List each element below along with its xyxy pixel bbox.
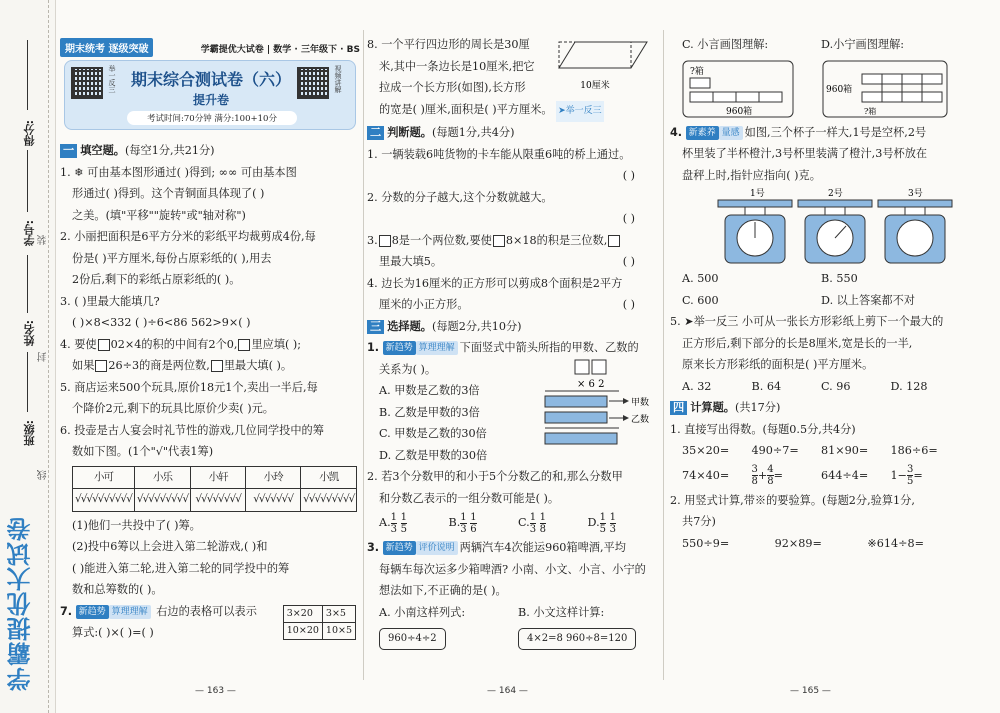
scale-neck <box>905 207 925 215</box>
q2-line-b: 份是( )平方厘米,每份占原彩纸的( ),用去 <box>72 251 272 265</box>
scale-plate <box>718 200 792 207</box>
judge-1-paren[interactable]: ( ) <box>622 169 635 182</box>
tick-mid: 封 <box>38 352 49 362</box>
denominator: 5 <box>400 523 407 535</box>
q7-cell: 10×20 <box>283 622 322 639</box>
denominator: 3 <box>390 523 398 535</box>
denominator: 8 <box>751 476 758 487</box>
column-2 <box>367 34 657 650</box>
q7-cell: 10×5 <box>322 622 355 639</box>
c3-figures <box>670 56 960 122</box>
c4-line-b: 杯里装了半杯橙汁,3号杯里装满了橙汁,3号杯放在 <box>682 147 928 160</box>
c3-box-b: 4×2=8 960÷8=120 <box>518 628 636 650</box>
choice-1-b: 关系为( )。 <box>379 362 437 376</box>
scale-3 <box>878 188 952 263</box>
q4-b-end: 里最大填( )。 <box>223 359 293 372</box>
c1-option[interactable]: C. 甲数是乙数的30倍 <box>379 427 487 440</box>
blank-box[interactable] <box>98 339 110 351</box>
scale-plate <box>798 200 872 207</box>
arrow-head <box>623 415 629 421</box>
section-1-title: 填空题。 <box>80 144 125 157</box>
q7-tag2: 算理理解 <box>109 605 151 619</box>
c3-option-a[interactable]: A. 小南这样列式: <box>379 605 466 619</box>
section-4-score: (共17分) <box>734 401 781 414</box>
q6-line-c: (1)他们一共投中了( )筹。 <box>72 518 201 532</box>
sum-bar <box>545 433 617 444</box>
denominator: 5 <box>907 476 914 487</box>
c1-tag: 新趋势 <box>383 341 416 355</box>
calc-item-frac: 1− $\frac{3}{5}$ = <box>890 464 923 487</box>
numerator: 1 <box>460 511 467 523</box>
judge-1: 1. 一辆装载6吨货物的卡车能从限重6吨的桥上通过。 <box>367 147 631 161</box>
fig-c-top: ?箱 <box>690 66 704 77</box>
tally-marks: √√√√√√√√√ <box>134 489 190 512</box>
calc-item: 92×89= <box>774 536 822 550</box>
tally-header: 小凯 <box>301 466 357 489</box>
choice-3-options-ab <box>367 602 657 624</box>
judge-4-paren[interactable]: ( ) <box>622 298 635 311</box>
numerator: 1 <box>529 511 537 523</box>
section-1-num: 一 <box>60 144 77 158</box>
judge-2: 2. 分数的分子越大,这个分数就越大。 <box>367 190 553 204</box>
numerator: 1 <box>400 511 407 523</box>
q5-line-b: 个降价2元,剩下的玩具比原价少卖( )元。 <box>72 402 274 415</box>
j3-c: 8×18的积是三位数, <box>505 233 608 247</box>
blank-box[interactable] <box>493 235 505 247</box>
opt-letter: B. <box>448 516 461 529</box>
numerator: 1 <box>539 511 547 523</box>
calc-item: 490÷7= <box>751 444 799 457</box>
c4-option[interactable]: B. 550 <box>821 272 858 285</box>
jia-bar <box>545 396 607 407</box>
numerator: 1 <box>470 511 477 523</box>
header-badge: 期末统考 逐级突破 <box>60 38 153 57</box>
c4-options-row1 <box>670 268 960 290</box>
c5-line-c: 原来长方形彩纸的面积是( )平方厘米。 <box>682 358 874 371</box>
denominator: 3 <box>460 523 467 535</box>
section-1-score: (每空1分,共21分) <box>124 144 215 157</box>
q6-line-e: ( )能进入第二轮,进入第二轮的同学投中的筹 <box>72 561 290 575</box>
denominator: 3 <box>609 523 616 535</box>
c3-option-b[interactable]: B. 小文这样计算: <box>518 605 605 619</box>
c5-line-b: 正方形后,剩下部分的长是8厘米,宽是长的一半, <box>682 336 913 350</box>
tally-header: 小可 <box>73 466 135 489</box>
fig-d-left: 960箱 <box>826 84 853 95</box>
blank-box[interactable] <box>238 339 250 351</box>
fraction <box>391 512 397 535</box>
vertical-mult-figure <box>537 358 655 466</box>
judge-4-b <box>367 294 657 316</box>
c3-box-a: 960÷4÷2 <box>379 628 446 650</box>
j3-a: 3. <box>367 233 378 247</box>
scales-svg <box>670 186 960 268</box>
fraction <box>530 512 536 535</box>
tally-table <box>72 466 357 512</box>
exam-header <box>60 38 360 134</box>
blank-box[interactable] <box>379 235 391 247</box>
scale-dial <box>897 220 933 256</box>
column-3 <box>670 34 960 554</box>
judge-4-a: 4. 边长为16厘米的正方形可以剪成8个面积是2平方 <box>367 276 623 290</box>
qr-left-caption: 举一反三 <box>108 65 116 93</box>
q7-text: 右边的表格可以表示 <box>156 604 257 618</box>
c4-line-a <box>670 122 960 144</box>
blank-box[interactable] <box>95 360 107 372</box>
section-1-header <box>60 140 360 162</box>
id-label: 学号: <box>23 220 36 247</box>
column-divider-1 <box>363 30 364 680</box>
class-line <box>27 352 28 412</box>
section-4-num: 四 <box>670 401 687 415</box>
class-label: 班级: <box>23 420 36 447</box>
c5-line-a: 5. ➤举一反三 小可从一张长方形彩纸上剪下一个最大的 <box>670 315 944 328</box>
arrow-head <box>623 398 629 404</box>
yi-bar <box>545 412 607 423</box>
q4-a-post: 02×4的积的中间有2个0, <box>110 337 238 351</box>
fold-line <box>48 0 49 713</box>
fig-c-bottom: 960箱 <box>726 106 753 117</box>
q4-a-pre: 4. 要使 <box>60 337 97 351</box>
rectangle-shape <box>559 42 631 68</box>
tick-bot: 线 <box>38 470 49 480</box>
j3-b: 8是一个两位数,要使 <box>391 233 492 247</box>
c3-option-d[interactable]: D.小宁画图理解: <box>821 38 905 51</box>
score-line <box>27 40 28 110</box>
fraction <box>907 464 913 487</box>
q4-b-post: 26÷3的商是两位数, <box>108 359 210 372</box>
choice-2-b: 和分数乙表示的一组分数可能是( )。 <box>379 491 560 505</box>
c4-option[interactable]: D. 以上答案都不对 <box>821 293 915 307</box>
c5-options <box>670 376 960 398</box>
tally-header: 小轩 <box>191 466 246 489</box>
q4-b-pre: 如果 <box>72 359 95 372</box>
k1-row2 <box>670 462 960 490</box>
fraction <box>540 512 546 535</box>
denominator: 8 <box>539 523 547 535</box>
c1-option[interactable]: B. 乙数是甲数的3倍 <box>379 405 480 419</box>
qr-right-caption: 视频讲解 <box>334 65 342 93</box>
c2-option[interactable] <box>379 509 449 537</box>
judge-3-b <box>367 251 657 273</box>
calc-item: 550÷9= <box>682 536 730 550</box>
column-1 <box>60 140 360 644</box>
scale-label: 3号 <box>908 189 923 199</box>
denominator: 6 <box>470 523 477 535</box>
c1-option[interactable]: A. 甲数是乙数的3倍 <box>379 384 480 397</box>
j3-d: 里最大填5。 <box>379 255 443 268</box>
numerator: 1 <box>609 511 616 523</box>
c1-tag2: 算理理解 <box>416 341 458 355</box>
k2-title-a: 2. 用竖式计算,带※的要验算。(每题2分,验算1分, <box>670 493 915 507</box>
choice-2-options <box>367 509 657 537</box>
tally-marks: √√√√√√√√ <box>191 489 246 512</box>
section-3-header <box>367 316 657 338</box>
calc-item: 81×90= <box>821 444 869 457</box>
q2-line-c: 2份后,剩下的彩纸占原彩纸的( )。 <box>72 273 241 286</box>
denominator: 8 <box>767 476 774 487</box>
qr-code-right-icon[interactable] <box>297 67 329 99</box>
choice-3-boxes <box>367 627 657 650</box>
q8-line-b: 米,其中一条边长是10厘米,把它 <box>379 59 535 73</box>
fig-d-q: ?箱 <box>864 106 877 116</box>
q1-line-b: 形通过( )得到。这个青铜面具体现了( ) <box>72 187 265 200</box>
judge-3 <box>367 230 657 252</box>
judge-2-paren[interactable]: ( ) <box>622 212 635 225</box>
choice-1-a <box>367 337 657 359</box>
fraction <box>460 512 466 535</box>
section-2-title: 判断题。 <box>387 126 432 139</box>
c5-option[interactable]: C. 96 <box>821 379 851 393</box>
q7-cell: 3×5 <box>322 605 355 622</box>
scales-figure <box>670 186 960 268</box>
c4-num: 4. <box>670 125 683 139</box>
section-2-score: (每题1分,共4分) <box>431 126 515 139</box>
name-label: 姓名: <box>23 320 36 347</box>
q8-link[interactable]: ➤举一反三 <box>556 101 604 123</box>
calc-item: 186÷6= <box>890 444 938 457</box>
section-3-num: 三 <box>367 320 384 334</box>
fraction <box>767 464 773 487</box>
scale-neck <box>745 207 765 215</box>
fraction <box>610 512 616 535</box>
q7-line-b: 算式:( )×( )=( ) <box>72 626 154 639</box>
choice-2-a: 2. 若3个分数甲的和小于5个分数乙的和,那么分数甲 <box>367 470 623 483</box>
scale-label: 1号 <box>750 189 765 199</box>
header-meta: 学霸提优大试卷 | 数学 · 三年级下 · BS <box>200 45 360 55</box>
scale-neck <box>825 207 845 215</box>
c2-option[interactable] <box>518 509 588 537</box>
k1-title: 1. 直接写出得数。(每题0.5分,共4分) <box>670 422 856 436</box>
whole-number: 1 <box>890 468 898 482</box>
numerator: 1 <box>599 511 607 523</box>
exam-title: 期末综合测试卷（六） <box>130 70 291 89</box>
name-line <box>27 255 28 313</box>
fraction <box>600 512 606 535</box>
opt-letter: D. <box>587 516 600 529</box>
c1-text: 下面竖式中箭头所指的甲数、乙数的 <box>459 341 639 354</box>
scale-1 <box>718 188 792 263</box>
q6-line-a: 6. 投壶是古人宴会时礼节性的游戏,几位同学投中的筹 <box>60 423 324 437</box>
c2-option[interactable] <box>449 509 519 537</box>
tally-marks-row <box>73 489 357 512</box>
blank-box[interactable] <box>211 360 223 372</box>
q7-cell: 3×20 <box>283 605 322 622</box>
q1-line-a: 1. ❄ 可由基本图形通过( )得到; ∞∞ 可由基本图 <box>60 165 297 179</box>
c1-option[interactable]: D. 乙数是甲数的30倍 <box>379 448 488 462</box>
k2-row <box>670 533 960 555</box>
digit-box <box>575 360 589 374</box>
q7-table <box>283 605 356 640</box>
section-2-header <box>367 122 657 144</box>
numerator: 3 <box>751 464 758 475</box>
choice-3-a <box>367 537 657 559</box>
q7-num: 7. <box>60 604 73 618</box>
q5-line-a: 5. 商店运来500个玩具,原价18元1个,卖出一半后,每 <box>60 380 318 394</box>
c4-tag2: 量感 <box>719 126 743 140</box>
brand-text: 学霸提优大试卷 <box>7 516 35 691</box>
fraction <box>401 512 407 535</box>
q8-line-d <box>367 99 657 123</box>
opt-letter: A. <box>379 516 391 529</box>
c3-option-c[interactable]: C. 小言画图理解: <box>682 38 769 51</box>
tally-marks: √√√√√√√ <box>246 489 301 512</box>
q6-line-f: 数和总筹数的( )。 <box>72 583 163 596</box>
section-2-num: 二 <box>367 126 384 140</box>
fraction <box>752 464 758 487</box>
numerator: 1 <box>390 511 398 523</box>
calc-item: 644÷4= <box>821 468 869 482</box>
section-4-title: 计算题。 <box>690 401 735 414</box>
denominator: 3 <box>529 523 537 535</box>
q8-block <box>367 34 657 122</box>
numerator: 3 <box>907 464 914 475</box>
c4-options-row2 <box>670 290 960 312</box>
id-line <box>27 150 28 212</box>
c5-option[interactable]: D. 128 <box>890 379 928 393</box>
q4-line-b <box>60 355 360 377</box>
fig-label: 10厘米 <box>580 81 610 91</box>
c3-options-cd <box>670 34 960 56</box>
c5-option[interactable]: B. 64 <box>751 379 782 393</box>
fig-c-diagram <box>682 60 794 118</box>
q3-line-b: ( )×8<332 ( )÷6<86 562>9×( ) <box>72 316 251 329</box>
c4-tag: 新素养 <box>686 126 719 140</box>
choice-3-c: 想法如下,不正确的是( )。 <box>379 584 507 597</box>
tally-header: 小乐 <box>134 466 190 489</box>
tally-marks: √√√√√√√√√√ <box>73 489 135 512</box>
section-3-title: 选择题。 <box>387 319 432 333</box>
jia-label: 甲数 <box>631 398 650 408</box>
c3-text: 两辆汽车4次能运960箱啤酒,平均 <box>459 541 626 554</box>
calc-item-frac: $\frac{3}{8}$ + $\frac{4}{8}$ = <box>751 464 783 487</box>
brand-logo <box>3 511 53 691</box>
section-3-score: (每题2分,共10分) <box>431 319 522 333</box>
q2-line-a: 2. 小丽把面积是6平方分米的彩纸平均裁剪成4份,每 <box>60 230 316 243</box>
q8-line-a: 8. 一个平行四边形的周长是30厘 <box>367 38 530 51</box>
mult-line: × 6 2 <box>577 379 605 390</box>
q1-line-c: 之美。(填"平移""旋转"或"轴对称") <box>72 208 246 222</box>
score-label: 得分: <box>23 120 36 147</box>
k2-title-b: 共7分) <box>682 515 716 528</box>
qr-code-left-icon[interactable] <box>71 67 103 99</box>
calc-item: 35×20= <box>682 444 730 457</box>
column-divider-2 <box>663 30 664 680</box>
parallelogram-figure <box>555 38 650 96</box>
page-number-165: — 165 — <box>790 686 831 696</box>
fraction <box>470 512 476 535</box>
c4-line-c: 盘秤上时,指针应指向( )克。 <box>682 168 821 182</box>
page-number-163: — 163 — <box>195 686 236 696</box>
q3-line-a: 3. ( )里最大能填几? <box>60 294 160 308</box>
c1-num: 1. <box>367 341 380 354</box>
c3-num: 3. <box>367 541 380 554</box>
q6-line-b: 数如下图。(1个"√"代表1筹) <box>72 445 214 458</box>
calc-item: ※614÷8= <box>867 536 924 550</box>
section-4-header <box>670 397 960 419</box>
choice-1-options <box>367 380 657 466</box>
q4-line-a <box>60 334 360 356</box>
tick-top: 装 <box>38 235 49 245</box>
c2-option[interactable] <box>588 509 658 537</box>
scale-label: 2号 <box>828 189 843 199</box>
q8-line-c: 拉成一个长方形(如图),长方形 <box>379 81 526 94</box>
q8-text: 的宽是( )厘米,面积是( )平方厘米。 <box>379 102 553 116</box>
q4-a-end: 里应填( ); <box>251 337 302 351</box>
c3-tag: 新趋势 <box>383 541 416 555</box>
scale-2 <box>798 188 872 263</box>
c5-option[interactable]: A. 32 <box>682 379 712 393</box>
q7-tag: 新趋势 <box>76 605 109 619</box>
tally-header: 小玲 <box>246 466 301 489</box>
numerator: 4 <box>767 464 774 475</box>
exam-subtitle: 提升卷 <box>192 93 229 107</box>
yi-label: 乙数 <box>631 415 650 425</box>
tally-header-row <box>73 466 357 489</box>
k1-row1 <box>670 440 960 462</box>
parallelogram-shape <box>559 42 647 68</box>
opt-letter: C. <box>518 516 530 529</box>
c4-text: 如图,三个杯子一样大,1号是空杯,2号 <box>744 125 927 139</box>
j4-b: 厘米的小正方形。 <box>379 298 469 311</box>
denominator: 5 <box>599 523 607 535</box>
digit-box <box>592 360 606 374</box>
scale-plate <box>878 200 952 207</box>
fig-d-diagram <box>822 60 948 118</box>
c4-option[interactable]: A. 500 <box>682 272 719 285</box>
calc-item: 74×40= <box>682 468 730 482</box>
blank-box[interactable] <box>608 235 620 247</box>
q6-line-d: (2)投中6筹以上会进入第二轮游戏,( )和 <box>72 540 268 553</box>
fig-c-unit <box>690 78 710 88</box>
c4-option[interactable]: C. 600 <box>682 293 719 307</box>
exam-info: 考试时间:70分钟 满分:100+10分 <box>127 111 297 125</box>
tally-marks: √√√√√√√√√ <box>301 489 357 512</box>
judge-3-paren[interactable]: ( ) <box>622 255 635 268</box>
page-number-164: — 164 — <box>487 686 528 696</box>
title-box <box>64 60 356 130</box>
c3-tag2: 评价说明 <box>416 541 458 555</box>
choice-3-b: 每辆车每次运多少箱啤酒? 小南、小文、小言、小宁的 <box>379 562 646 576</box>
